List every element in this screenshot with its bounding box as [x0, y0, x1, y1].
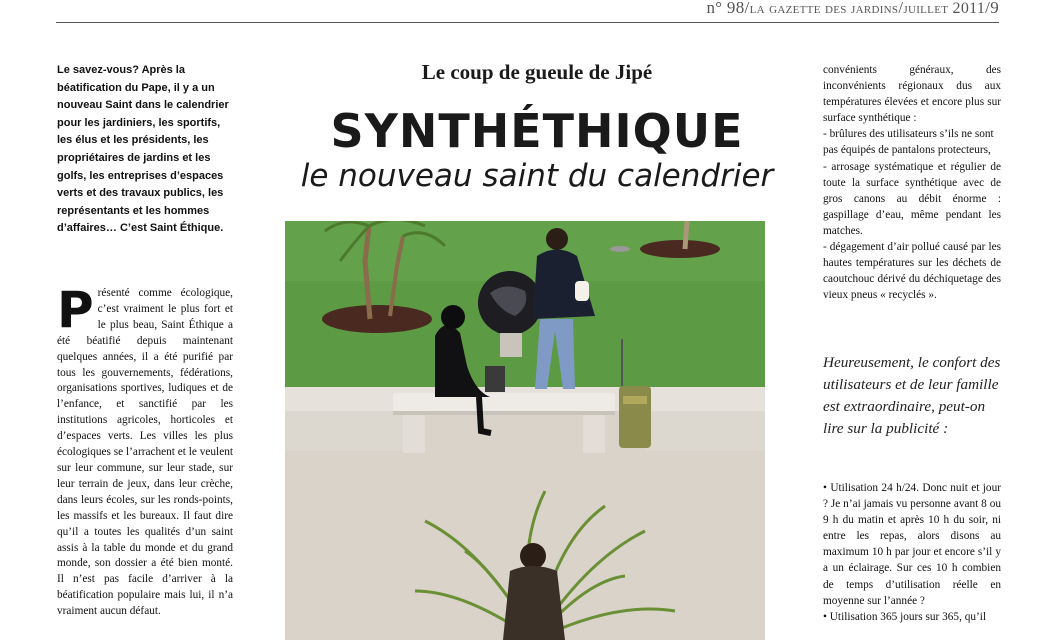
article-photo — [285, 221, 765, 640]
standing-person-head — [546, 228, 568, 250]
bullet-item: • Utilisation 24 h/24. Donc nuit et jour ? Je n’ai jamais vu personne avant 8 ou 9 h du matin et après 10 h du soir, ni entre les repas, alors disons au maximum 10 h par jour et encore s’il y a un éclairage. Sur ces 10 h combien de temps d’utilisation réelle en moyenne sur l’année ? — [823, 482, 1001, 607]
body-left-text: résenté comme écologique, c’est vraiment le plus fort et le plus beau, Saint Éthique a été béatifié depuis maintenant quelques années, il a été purifié par tous les gouvernements, fédérations, organisations sportives, ludiques et de l’enfance, et sanctifié par les institutions agricoles, horticoles et d’espaces verts. Les villes les plus écologiques se l’arrachent et le veulent sur leur commune, sur leur stade, sur leur terrain de jeux, dans leur crèche, dans leurs écoles, sur les ronds-points, les massifs et les bureaux. Il faut dire qu’il a toutes les qualités d’un saint assis à la table du monde et du grand monde, son dossier a été bien monté. Il n’est pas facile d’arriver à la béatification populaire mais lui, il n’a vraiment aucun défaut. — [57, 287, 233, 618]
page-folio: n° 98/la gazette des jardins/juillet 2011/9 — [706, 0, 999, 17]
intro-blurb: Le savez-vous? Après la béatification du Pape, il y a un nouveau Saint dans le calendrier pour les jardiniers, les sportifs, les élus et les présidents, les propriétaires de jardins et les golfs, les entreprises d’espaces verts et des travaux publics, les représentants et les hommes d’affaires… C’est Saint Éthique. — [57, 64, 229, 235]
issue-number: n° 98 — [706, 0, 745, 17]
globe-pedestal — [500, 333, 522, 357]
pull-quote: Heureusement, le confort des utilisateurs et de leur famille est extraordinaire, peut-on lire sur la publicité : — [823, 354, 1001, 437]
article-kicker: Le coup de gueule de Jipé — [421, 60, 653, 84]
right-column-item: - dégagement d’air pollué causé par les hautes températures sur les déchets de caoutchouc dérivé du déchiquetage des vieux pneus « recyclés ». — [823, 241, 1001, 302]
bullet-list — [823, 480, 1001, 625]
header-rule — [56, 22, 999, 23]
right-column-item: - brûlures des utilisateurs s’ils ne sont pas équipés de pantalons protecteurs, — [823, 128, 994, 157]
right-column-item: - arrosage systématique et régulier de toute la surface synthétique avec de gros canons au débit énorme : gaspillage d’eau, même pendant les matches. — [823, 160, 1001, 237]
tree-pit-right — [640, 240, 720, 258]
article-column-right — [823, 62, 1001, 303]
palm-trunk-right — [685, 221, 687, 249]
handbag — [485, 366, 505, 392]
article-subtitle: le nouveau saint du calendrier — [300, 158, 774, 194]
article-body-left — [57, 281, 233, 620]
tree-pit-left — [322, 305, 432, 333]
bullet-item: • Utilisation 365 jours sur 365, qu’il — [823, 610, 987, 623]
right-column-intro: convénients généraux, des inconvénients régionaux dus aux températures élevées et encore plus sur surface synthétique : — [823, 64, 1001, 125]
issue-date: juillet 2011 — [903, 0, 986, 17]
sprinkler-cap — [610, 246, 630, 252]
photo-illustration — [285, 221, 765, 640]
article-title: SYNTHÉTHIQUE — [330, 104, 744, 158]
drop-cap: P — [57, 281, 94, 339]
suitcase — [619, 386, 651, 448]
publication-name: la gazette des jardins — [749, 0, 899, 17]
walking-person — [520, 543, 546, 569]
page-number: 9 — [990, 0, 999, 17]
